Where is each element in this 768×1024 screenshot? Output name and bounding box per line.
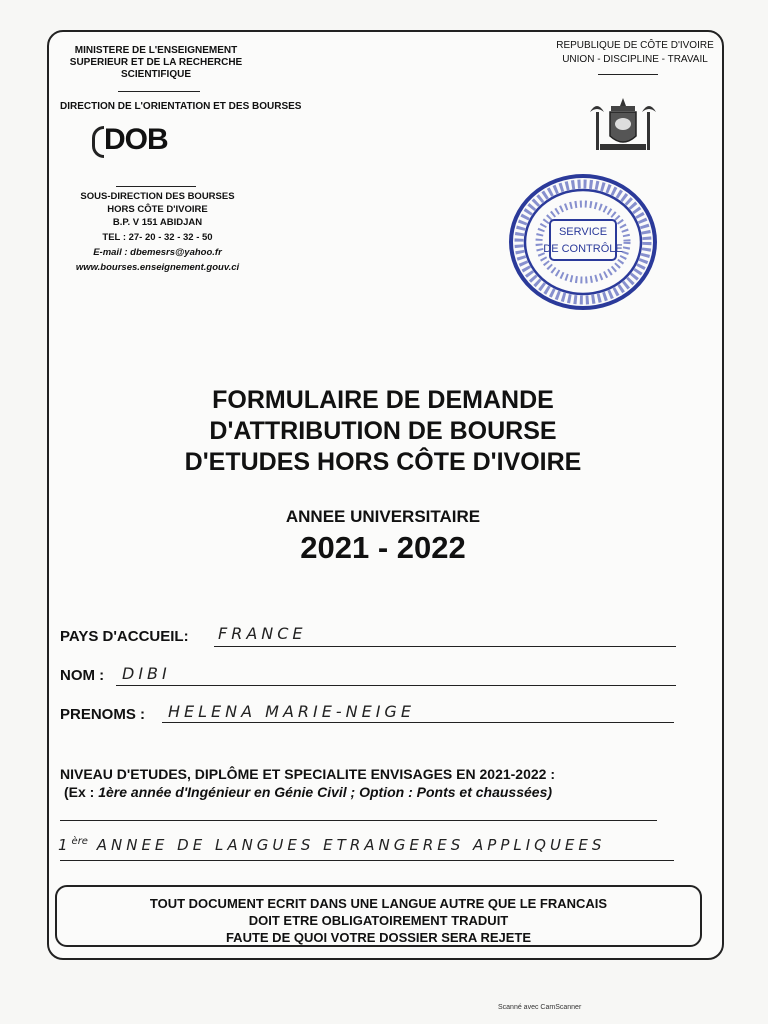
coat-of-arms-icon — [586, 96, 660, 160]
niveau-value-num: 1 — [58, 836, 72, 854]
ministry-line: MINISTERE DE L'ENSEIGNEMENT — [74, 45, 238, 56]
prenoms-line — [162, 722, 674, 723]
prenoms-label: PRENOMS : — [60, 706, 146, 723]
notice-line: FAUTE DE QUOI VOTRE DOSSIER SERA REJETE — [225, 930, 532, 945]
divider — [598, 74, 658, 75]
notice-line: TOUT DOCUMENT ECRIT DANS UNE LANGUE AUTRE QUE LE FRANCAIS — [149, 896, 608, 911]
niveau-example — [64, 784, 552, 800]
niveau-value-text: ANNEE DE LANGUES ETRANGERES APPLIQUEES — [96, 836, 606, 854]
official-stamp — [506, 172, 660, 312]
pays-value[interactable]: FRANCE — [218, 624, 307, 643]
dob-logo — [92, 123, 192, 158]
subdirection-line: B.P. V 151 ABIDJAN — [112, 217, 203, 228]
direction-heading: DIRECTION DE L'ORIENTATION ET DES BOURSES — [60, 101, 302, 112]
academic-year-label: ANNEE UNIVERSITAIRE — [285, 507, 481, 526]
niveau-label: NIVEAU D'ETUDES, DIPLÔME ET SPECIALITE ENVISAGES EN 2021-2022 : — [60, 766, 556, 782]
country-name: REPUBLIQUE DE CÔTE D'IVOIRE — [556, 40, 714, 51]
subdirection-line: HORS CÔTE D'IVOIRE — [107, 204, 208, 215]
translation-notice — [55, 885, 702, 947]
pays-label: PAYS D'ACCUEIL: — [60, 628, 189, 645]
nom-value[interactable]: DIBI — [122, 664, 171, 683]
prenoms-value[interactable]: HELENA MARIE-NEIGE — [168, 702, 415, 721]
ministry-heading — [56, 45, 256, 81]
website: www.bourses.enseignement.gouv.ci — [75, 262, 240, 273]
phone: TEL : 27- 20 - 32 - 32 - 50 — [102, 232, 213, 243]
example-text: 1ère année d'Ingénieur en Génie Civil ; Option : Ponts et chaussées) — [98, 784, 553, 800]
niveau-value[interactable] — [58, 836, 605, 854]
divider — [116, 186, 196, 187]
ministry-line: SCIENTIFIQUE — [120, 69, 191, 80]
niveau-value-sup: ère — [71, 836, 88, 847]
title-line: D'ATTRIBUTION DE BOURSE — [209, 417, 557, 445]
nom-line — [116, 685, 676, 686]
ministry-line: SUPERIEUR ET DE LA RECHERCHE — [69, 57, 243, 68]
subdirection-line: SOUS-DIRECTION DES BOURSES — [80, 191, 235, 202]
republic-heading — [540, 39, 730, 67]
example-prefix: (Ex : — [64, 784, 99, 800]
divider — [118, 91, 200, 92]
subdirection-block — [60, 190, 255, 274]
academic-year: 2021 - 2022 — [300, 530, 466, 565]
title-line: FORMULAIRE DE DEMANDE — [212, 386, 554, 414]
niveau-line-bottom — [60, 860, 674, 861]
stamp-text-controle: DE CONTRÔLE — [543, 243, 623, 255]
email: E-mail : dbemesrs@yahoo.fr — [93, 247, 222, 258]
nom-label: NOM : — [60, 667, 105, 684]
form-title — [100, 385, 666, 478]
pays-line — [214, 646, 676, 647]
logo-text: DOB — [104, 123, 168, 156]
notice-line: DOIT ETRE OBLIGATOIREMENT TRADUIT — [248, 913, 509, 928]
logo-mark-icon — [92, 126, 104, 158]
scanner-footer: Scanné avec CamScanner — [498, 1004, 582, 1011]
title-line: D'ETUDES HORS CÔTE D'IVOIRE — [184, 448, 582, 476]
stamp-text-service: SERVICE — [558, 226, 608, 238]
motto: UNION - DISCIPLINE - TRAVAIL — [562, 54, 708, 65]
niveau-line-top — [60, 820, 657, 821]
